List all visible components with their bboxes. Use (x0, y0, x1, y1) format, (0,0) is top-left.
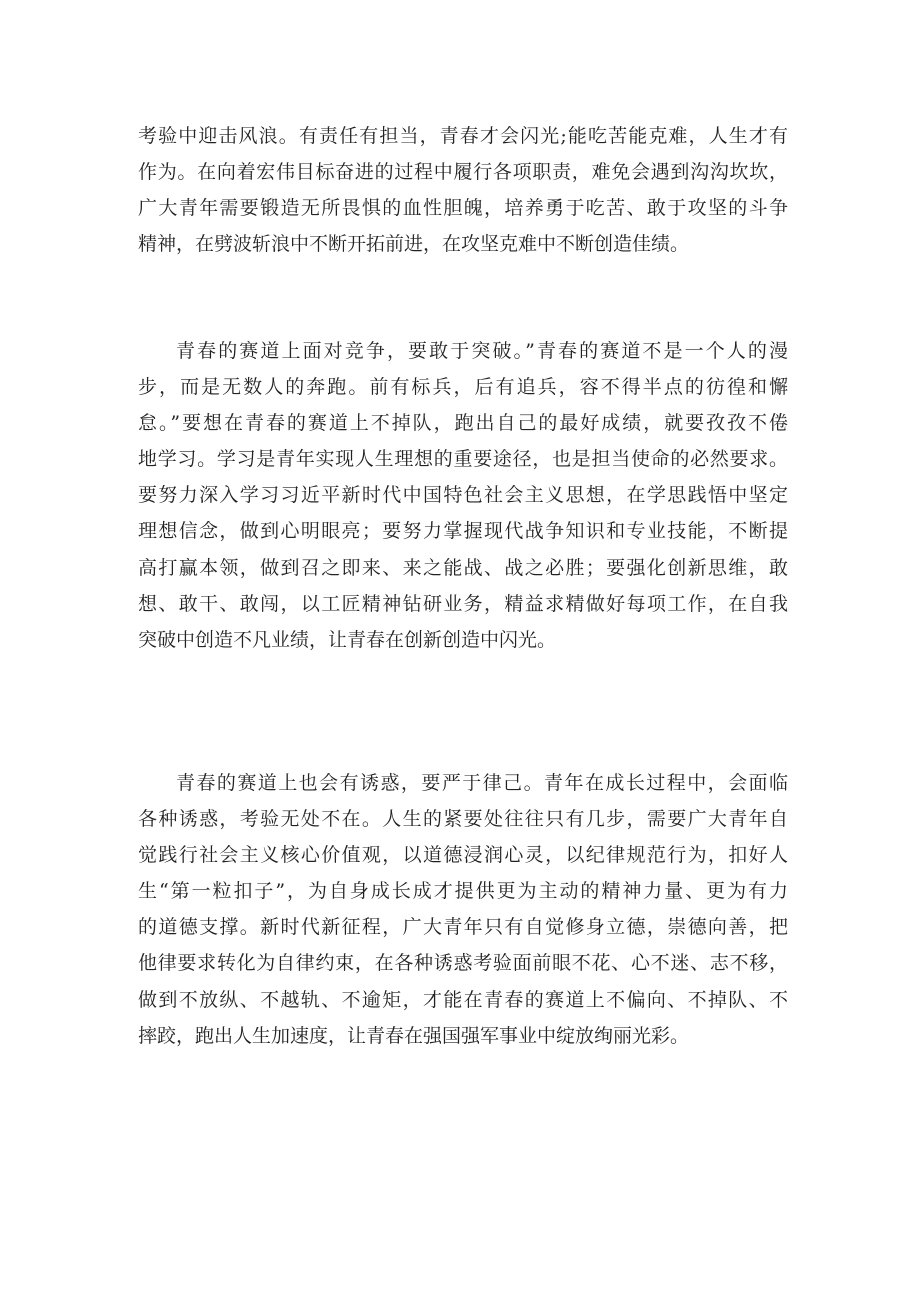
paragraph-line: 广大青年需要锻造无所畏惧的血性胆魄，培养勇于吃苦、敢于攻坚的斗争 (138, 197, 788, 220)
paragraph-line: 的道德支撑。新时代新征程，广大青年只有自觉修身立德，崇德向善，把 (138, 916, 788, 939)
paragraph-2 (138, 333, 788, 658)
paragraph-line: 高打赢本领，做到召之即来、来之能战、战之必胜；要强化创新思维，敢 (138, 556, 788, 579)
paragraph-line: 作为。在向着宏伟目标奋进的过程中履行各项职责，难免会遇到沟沟坎坎， (138, 161, 788, 184)
paragraph-line: 地学习。学习是青年实现人生理想的重要途径，也是担当使命的必然要求。 (138, 448, 788, 471)
paragraph-line: 要努力深入学习习近平新时代中国特色社会主义思想，在学思践悟中坚定 (138, 484, 788, 507)
paragraph-1 (138, 118, 788, 262)
paragraph-line: 觉践行社会主义核心价值观，以道德浸润心灵，以纪律规范行为，扣好人 (138, 844, 788, 867)
paragraph-line: 考验中迎击风浪。有责任有担当，青春才会闪光;能吃苦能克难，人生才有 (138, 125, 788, 147)
paragraph-line: 想、敢干、敢闯，以工匠精神钻研业务，精益求精做好每项工作，在自我 (138, 592, 788, 615)
paragraph-3 (138, 765, 788, 1054)
paragraph-line: 突破中创造不凡业绩，让青春在创新创造中闪光。 (138, 628, 557, 651)
paragraph-line: 各种诱惑，考验无处不在。人生的紧要处往往只有几步，需要广大青年自 (138, 808, 788, 831)
paragraph-line: 他律要求转化为自律约束，在各种诱惑考验面前眼不花、心不迷、志不移， (138, 952, 788, 975)
paragraph-line: 青春的赛道上面对竞争，要敢于突破。”青春的赛道不是一个人的漫 (176, 340, 788, 362)
paragraph-line: 步，而是无数人的奔跑。前有标兵，后有追兵，容不得半点的彷徨和懈 (138, 376, 788, 399)
paragraph-line: 青春的赛道上也会有诱惑，要严于律己。青年在成长过程中，会面临 (176, 772, 788, 794)
paragraph-line: 精神，在劈波斩浪中不断开拓前进，在攻坚克难中不断创造佳绩。 (138, 233, 690, 256)
paragraph-line: 做到不放纵、不越轨、不逾矩，才能在青春的赛道上不偏向、不掉队、不 (138, 988, 788, 1011)
paragraph-line: 理想信念，做到心明眼亮；要努力掌握现代战争知识和专业技能，不断提 (138, 520, 788, 543)
paragraph-line: 生“第一粒扣子”，为自身成长成才提供更为主动的精神力量、更为有力 (138, 880, 788, 903)
paragraph-line: 摔跤，跑出人生加速度，让青春在强国强军事业中绽放绚丽光彩。 (138, 1024, 690, 1047)
paragraph-line: 怠。”要想在青春的赛道上不掉队，跑出自己的最好成绩，就要孜孜不倦 (138, 412, 788, 435)
